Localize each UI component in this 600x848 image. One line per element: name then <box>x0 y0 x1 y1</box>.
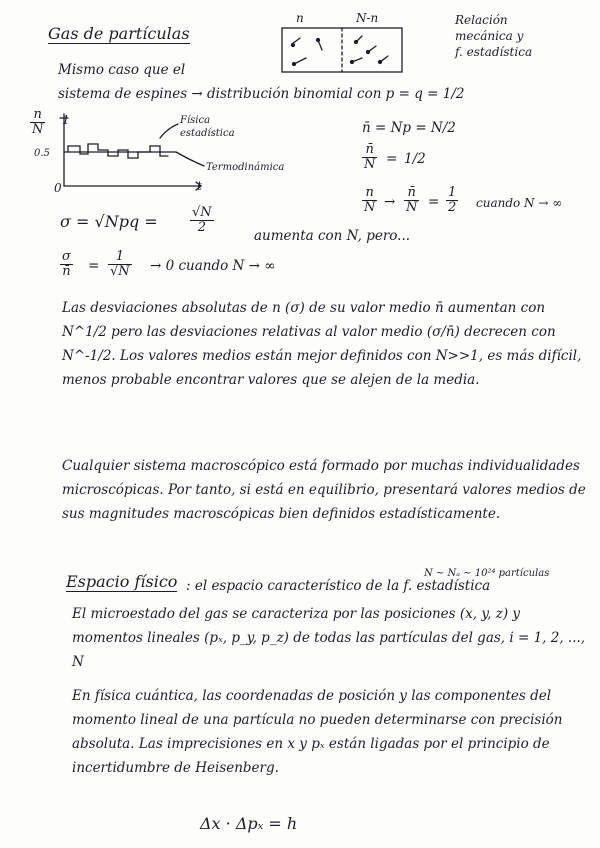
particle-icons <box>292 36 389 66</box>
pointer-fisica <box>160 124 178 138</box>
eq3-frac-mid: $\frac{n̄}{N}$ <box>406 185 418 215</box>
eq2-den: N <box>364 157 376 172</box>
espacio-heading: Espacio físico <box>66 572 178 591</box>
intro-line1: Mismo caso que el <box>58 62 186 78</box>
graph-origin: 0 <box>54 181 62 195</box>
espacio-definition: : el espacio característico de la f. estadística <box>186 578 491 594</box>
graph-x-label: t <box>197 179 202 193</box>
heisenberg-relation: Δx · Δpₓ = h <box>200 814 298 833</box>
sigma-rhs-den: 2 <box>197 220 206 235</box>
paragraph-microestado: El microestado del gas se caracteriza por las posiciones (x, y, z) y momentos lineales (pₓ, p_y, p_z) de todas las partículas del gas, i = 1, 2, ..., N <box>72 606 586 670</box>
box-label-left: n <box>296 11 304 25</box>
box-label-right: N-n <box>356 11 379 25</box>
eq3-frac-left: $\frac{n}{N}$ <box>364 185 376 215</box>
graph-y-tick-mid: 0.5 <box>34 148 50 159</box>
graph-label-fisica-1: Física <box>180 115 211 126</box>
paragraph-sistema-macro: Cualquier sistema macroscópico está formado por muchas individualidades microscópicas. Por tanto, si está en equilibrio, presentará valores medios de sus magnitudes macroscópicas bien definidos estadísticamente. <box>62 458 586 522</box>
eq3-equals: = <box>428 194 440 210</box>
ratio-tail: → 0 cuando N → ∞ <box>150 258 276 274</box>
paragraph-desviaciones: Las desviaciones absolutas de n (σ) de su valor medio n̄ aumentan con N^1/2 pero las desviaciones relativas al valor medio (σ/n̄) decrecen con N^-1/2. Los valores medios están mejor definidos con N>>1, es más difícil, menos probable encontrar valores que se alejen de la media. <box>62 300 582 388</box>
graph-y-tick-top: 1 <box>62 113 70 127</box>
graph-label-termo: Termodinámica <box>206 162 285 173</box>
eq2-rhs: 1/2 <box>404 151 426 167</box>
paragraph-cuantica: En física cuántica, las coordenadas de posición y las componentes del momento lineal de una partícula no pueden determinarse con precisión absoluta. Las imprecisiones en x y pₓ están ligadas por el principio de incertidumbre de Heisenberg. <box>72 688 563 776</box>
eq2-equals: = <box>386 151 398 167</box>
eq3-arrow: → <box>384 194 396 210</box>
side-note-line1: Relación <box>455 13 508 27</box>
eq3-frac-right: $\frac{1}{2}$ <box>448 185 457 215</box>
eq-mean: n̄ = Np = N/2 <box>362 120 456 136</box>
ratio-left: $\frac{\sigma}{n̄}$ <box>62 249 71 279</box>
ratio-right: $\frac{1}{√N}$ <box>110 249 130 279</box>
eq2-num: n̄ <box>362 143 377 158</box>
avogadro-note: N ~ Nₐ ~ 10²⁴ partículas <box>424 568 550 579</box>
sigma-rhs-num: √N <box>192 205 212 220</box>
graph-y-label-den: N <box>32 122 44 137</box>
sigma-comment: aumenta con N, pero... <box>254 228 411 244</box>
eq3-tail: cuando N → ∞ <box>476 196 563 210</box>
side-note-line3: f. estadística <box>455 45 533 59</box>
graph-label-fisica-2: estadística <box>180 128 235 139</box>
page-title: Gas de partículas <box>48 24 190 43</box>
sigma-eq: σ = √Npq = <box>60 212 158 231</box>
graph-y-label-num: n <box>30 108 45 123</box>
ratio-equals: = <box>88 258 100 274</box>
pointer-termo <box>176 152 204 166</box>
side-note-line2: mecánica y <box>455 29 524 43</box>
graph-stat-line <box>68 144 168 158</box>
intro-line2: sistema de espines → distribución binomial con p = q = 1/2 <box>58 86 465 102</box>
